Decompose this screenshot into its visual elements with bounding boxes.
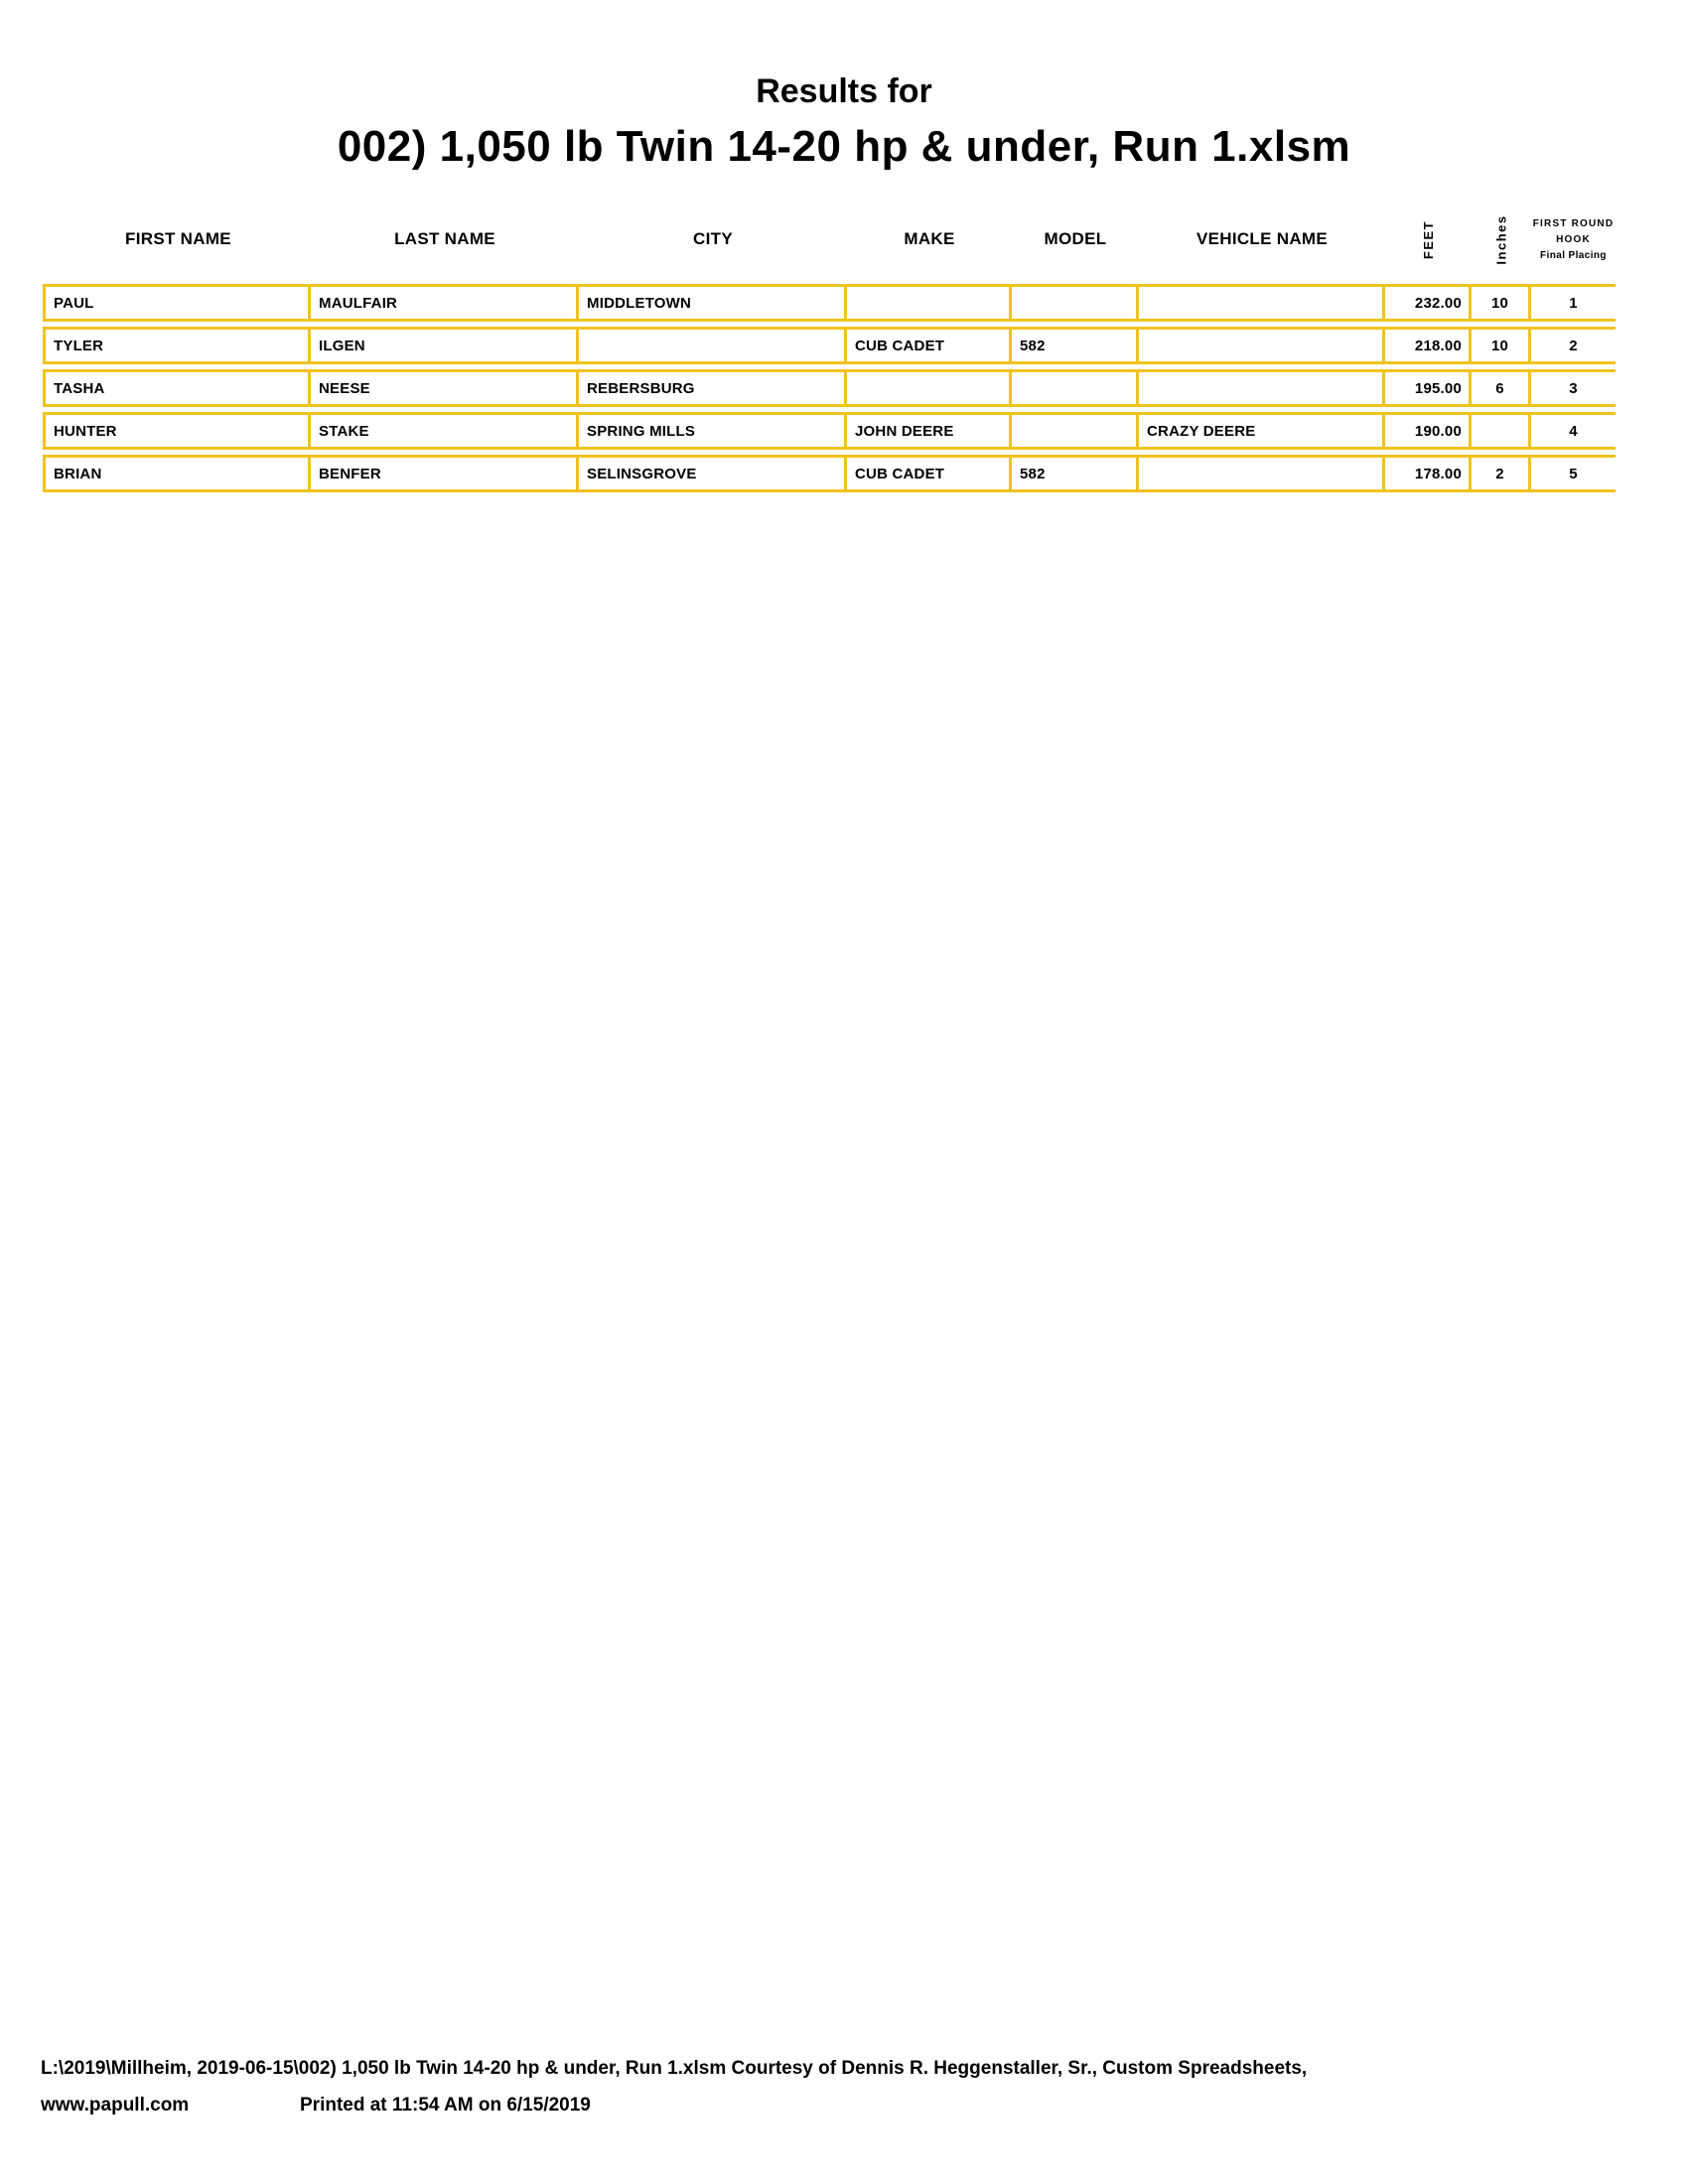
- cell-placing: 2: [1569, 337, 1578, 354]
- table-row: [43, 455, 1616, 492]
- table-row: [43, 412, 1616, 450]
- cell-model: 582: [1012, 458, 1139, 489]
- footer-website: www.papull.com: [41, 2095, 190, 2116]
- cell-vehicle-name: CRAZY DEERE: [1139, 415, 1385, 447]
- inches-rotated-label: Inches: [1493, 213, 1509, 265]
- cell-make: [847, 372, 1012, 404]
- page-footer: [41, 2057, 1307, 2117]
- cell-first-name: HUNTER: [46, 415, 311, 447]
- cell-placing: 5: [1569, 465, 1578, 482]
- cell-model: [1012, 372, 1139, 404]
- cell-vehicle-name: [1139, 330, 1385, 361]
- cell-vehicle-name: [1139, 372, 1385, 404]
- cell-placing: 1: [1569, 294, 1578, 312]
- cell-placing: 3: [1569, 379, 1578, 397]
- cell-last-name: NEESE: [311, 372, 579, 404]
- cell-inches: 10: [1472, 287, 1531, 319]
- page-title-line1: Results for: [756, 72, 932, 110]
- cell-inches: [1472, 415, 1531, 447]
- cell-city: [579, 330, 847, 361]
- column-header-feet: [1385, 195, 1472, 284]
- cell-last-name: ILGEN: [311, 330, 579, 361]
- cell-city: MIDDLETOWN: [579, 287, 847, 319]
- column-header-make: MAKE: [904, 229, 955, 248]
- column-header-model: MODEL: [1044, 229, 1107, 248]
- cell-last-name: STAKE: [311, 415, 579, 447]
- cell-city: SELINSGROVE: [579, 458, 847, 489]
- cell-make: CUB CADET: [847, 330, 1012, 361]
- table-header-row: [43, 195, 1616, 284]
- page-title-line2: 002) 1,050 lb Twin 14-20 hp & under, Run 1.xlsm: [337, 122, 1351, 171]
- cell-inches: 2: [1472, 458, 1531, 489]
- cell-model: [1012, 287, 1139, 319]
- cell-first-name: TASHA: [46, 372, 311, 404]
- placing-header-line1: FIRST ROUND: [1532, 217, 1615, 229]
- column-header-placing: [1531, 195, 1616, 284]
- cell-inches: 10: [1472, 330, 1531, 361]
- cell-model: 582: [1012, 330, 1139, 361]
- cell-first-name: PAUL: [46, 287, 311, 319]
- page-title: [0, 71, 1688, 173]
- cell-last-name: BENFER: [311, 458, 579, 489]
- cell-feet: 218.00: [1385, 330, 1472, 361]
- cell-vehicle-name: [1139, 287, 1385, 319]
- table-row: [43, 369, 1616, 407]
- footer-printed-info: Printed at 11:54 AM on 6/15/2019: [300, 2095, 591, 2116]
- cell-first-name: BRIAN: [46, 458, 311, 489]
- cell-model: [1012, 415, 1139, 447]
- cell-city: REBERSBURG: [579, 372, 847, 404]
- cell-feet: 195.00: [1385, 372, 1472, 404]
- cell-city: SPRING MILLS: [579, 415, 847, 447]
- cell-feet: 190.00: [1385, 415, 1472, 447]
- cell-placing: 4: [1569, 422, 1578, 440]
- feet-rotated-label: FEET: [1420, 219, 1436, 259]
- footer-file-path: L:\2019\Millheim, 2019-06-15\002) 1,050 lb Twin 14-20 hp & under, Run 1.xlsm Courtesy of Dennis R. Heggenstaller, Sr., Custom Spreadsheets,: [41, 2058, 1308, 2079]
- placing-header-line3: Final Placing: [1540, 249, 1607, 261]
- cell-make: [847, 287, 1012, 319]
- cell-first-name: TYLER: [46, 330, 311, 361]
- cell-vehicle-name: [1139, 458, 1385, 489]
- cell-inches: 6: [1472, 372, 1531, 404]
- cell-feet: 178.00: [1385, 458, 1472, 489]
- placing-header-line2: HOOK: [1556, 233, 1591, 245]
- footer-line2: [41, 2094, 1307, 2117]
- table-row: [43, 284, 1616, 322]
- column-header-city: CITY: [693, 229, 733, 248]
- column-header-first-name: FIRST NAME: [125, 229, 231, 248]
- cell-last-name: MAULFAIR: [311, 287, 579, 319]
- column-header-inches: [1472, 195, 1531, 284]
- column-header-last-name: LAST NAME: [394, 229, 495, 248]
- column-header-vehicle-name: VEHICLE NAME: [1196, 229, 1329, 248]
- results-table: [43, 195, 1616, 497]
- cell-make: CUB CADET: [847, 458, 1012, 489]
- cell-feet: 232.00: [1385, 287, 1472, 319]
- table-row: [43, 327, 1616, 364]
- cell-make: JOHN DEERE: [847, 415, 1012, 447]
- table-body: [43, 284, 1616, 492]
